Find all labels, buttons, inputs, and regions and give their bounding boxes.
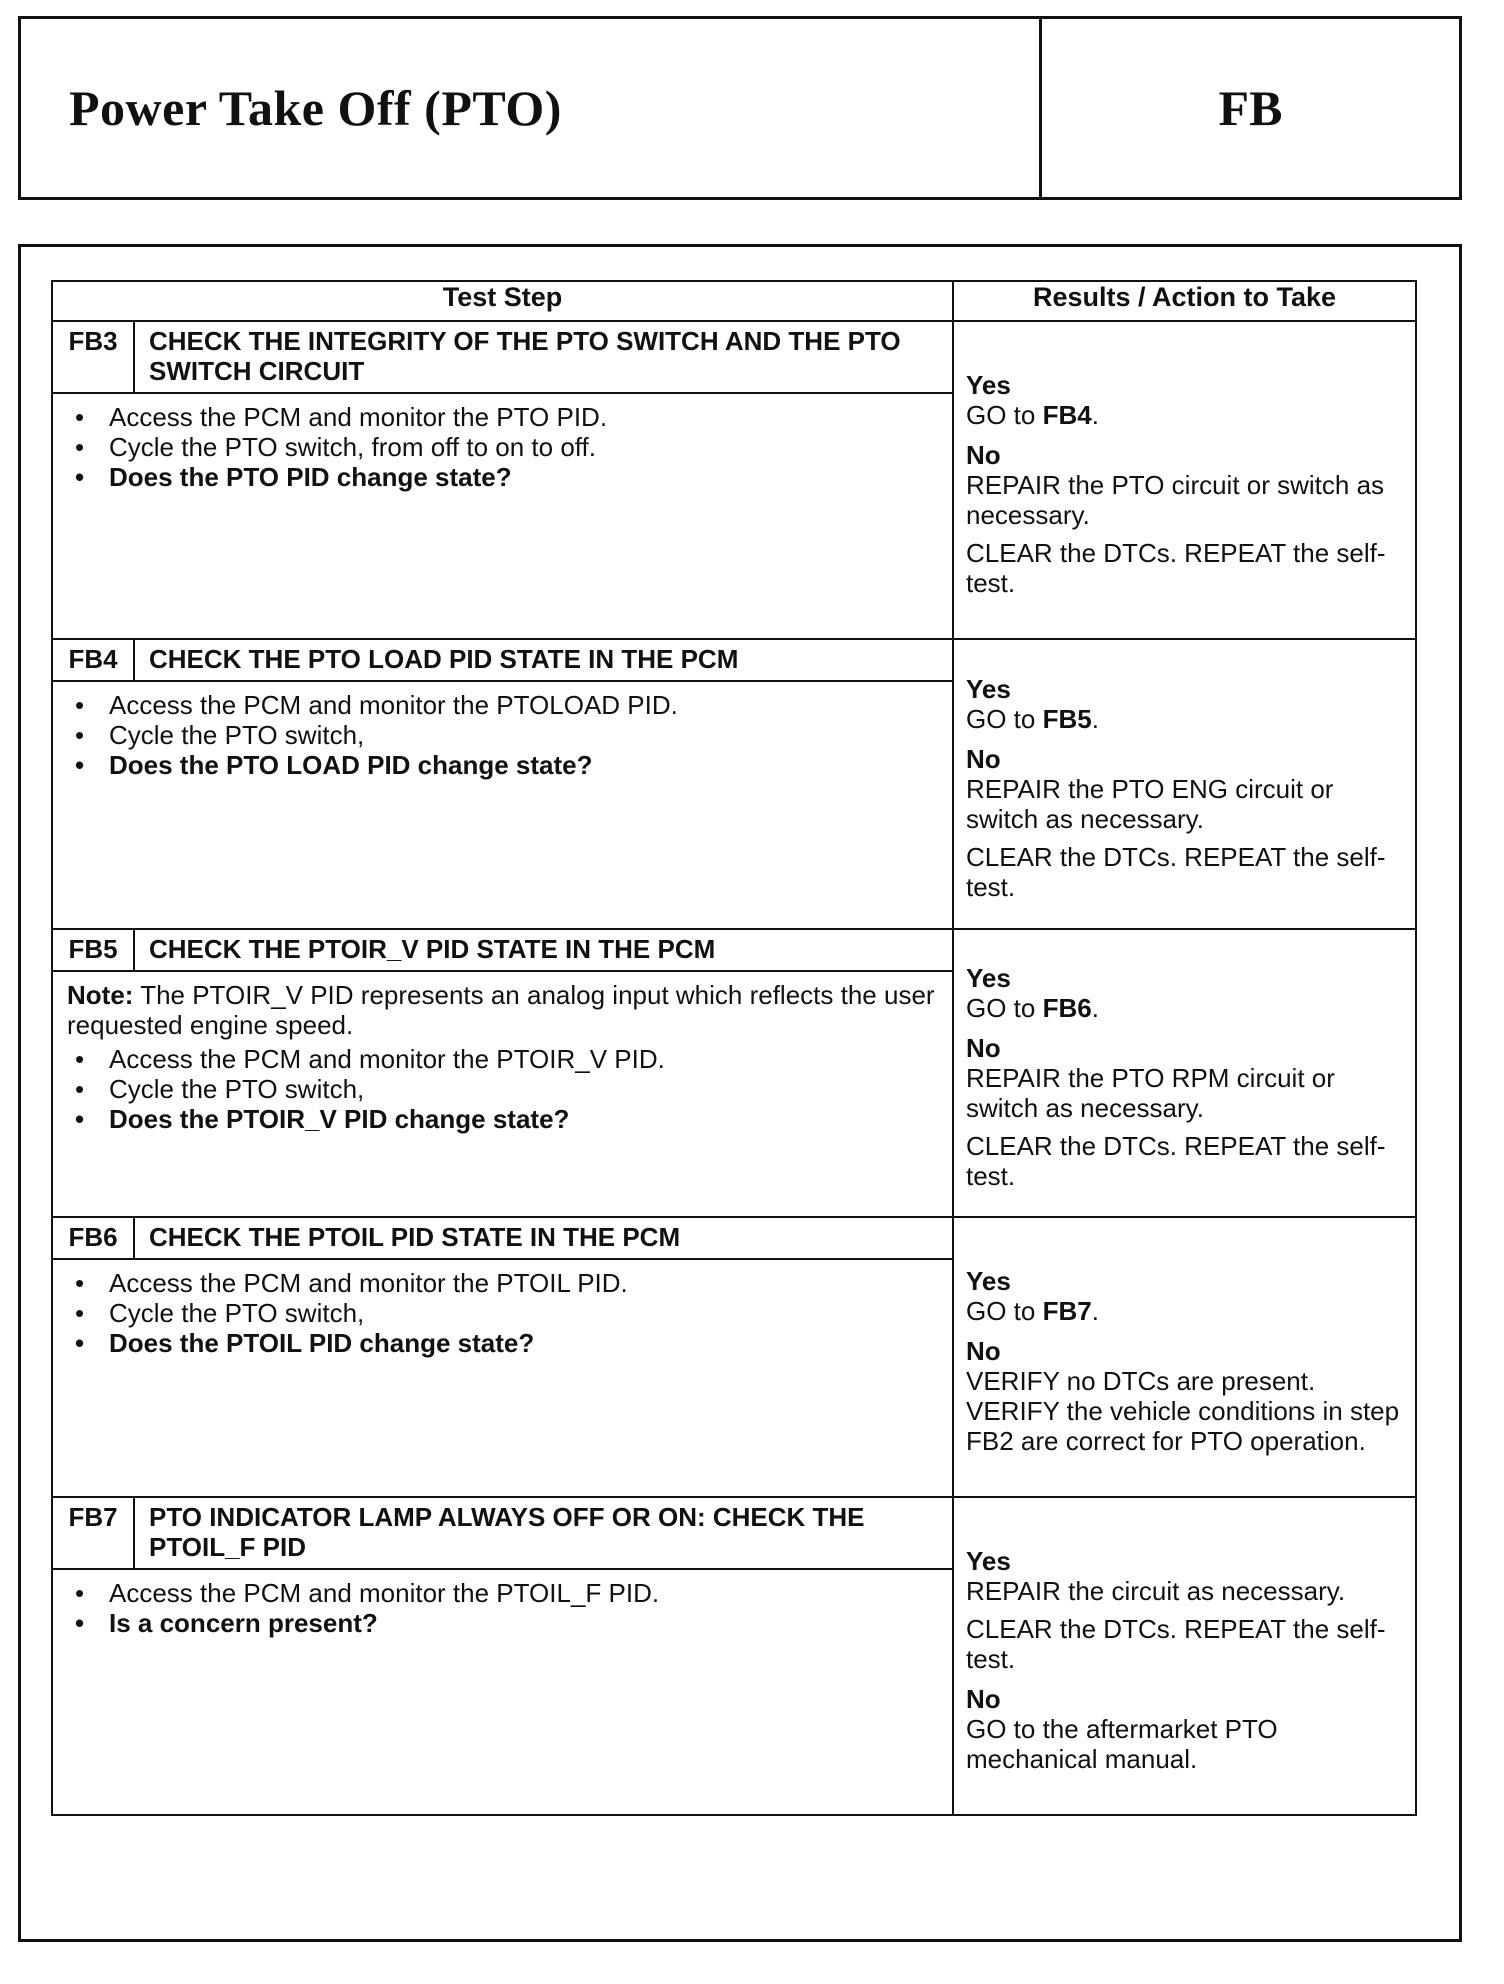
step-instructions — [52, 1259, 953, 1497]
table-header-row — [52, 281, 1416, 321]
instruction-item: • Access the PCM and monitor the PTOLOAD PID. — [67, 690, 942, 720]
step-instructions — [52, 971, 953, 1217]
yes-label: Yes — [966, 963, 1011, 993]
no-label: No — [966, 1033, 1001, 1063]
instruction-item: • Access the PCM and monitor the PTO PID. — [67, 402, 942, 432]
step-note — [67, 980, 942, 1040]
goto-step-link[interactable]: FB7 — [1042, 1296, 1092, 1326]
column-header-test-step: Test Step — [52, 281, 953, 321]
page-header — [18, 16, 1462, 200]
step-id: FB6 — [52, 1217, 134, 1259]
goto-step-link[interactable]: FB5 — [1042, 704, 1092, 734]
step-title: PTO INDICATOR LAMP ALWAYS OFF OR ON: CHECK THE PTOIL_F PID — [134, 1497, 953, 1569]
page-title: Power Take Off (PTO) — [69, 80, 562, 136]
yes-action: GO to FB4. — [966, 400, 1099, 430]
no-action: GO to the aftermarket PTO mechanical manual. — [966, 1714, 1278, 1774]
step-header-row — [52, 321, 1416, 393]
yes-action: GO to FB6. — [966, 993, 1099, 1023]
yes-label: Yes — [966, 674, 1011, 704]
step-header-row — [52, 1217, 1416, 1259]
step-instructions — [52, 393, 953, 639]
no-action: CLEAR the DTCs. REPEAT the self-test. — [966, 842, 1386, 902]
step-title: CHECK THE PTOIR_V PID STATE IN THE PCM — [134, 929, 953, 971]
no-action: REPAIR the PTO RPM circuit or switch as necessary. — [966, 1063, 1335, 1123]
step-instructions — [52, 681, 953, 929]
note-text: The PTOIR_V PID represents an analog input which reflects the user requested engine speed. — [67, 980, 935, 1040]
instruction-item: • Cycle the PTO switch, — [67, 1298, 942, 1328]
instruction-item: • Cycle the PTO switch, — [67, 1074, 942, 1104]
step-result — [953, 321, 1416, 639]
step-header-row — [52, 929, 1416, 971]
test-step-table — [51, 280, 1417, 1816]
instruction-item: • Access the PCM and monitor the PTOIL PID. — [67, 1268, 942, 1298]
yes-action: GO to FB5. — [966, 704, 1099, 734]
instruction-question: • Does the PTOIR_V PID change state? — [67, 1104, 942, 1134]
goto-step-link[interactable]: FB6 — [1042, 993, 1092, 1023]
instruction-question: • Does the PTO LOAD PID change state? — [67, 750, 942, 780]
no-label: No — [966, 1684, 1001, 1714]
no-label: No — [966, 440, 1001, 470]
instruction-question: • Does the PTO PID change state? — [67, 462, 942, 492]
step-id: FB5 — [52, 929, 134, 971]
instruction-item: • Cycle the PTO switch, from off to on to off. — [67, 432, 942, 462]
note-label: Note: — [67, 980, 134, 1010]
no-label: No — [966, 744, 1001, 774]
instruction-question: • Does the PTOIL PID change state? — [67, 1328, 942, 1358]
no-label: No — [966, 1336, 1001, 1366]
yes-label: Yes — [966, 370, 1011, 400]
no-action: REPAIR the PTO ENG circuit or switch as necessary. — [966, 774, 1334, 834]
step-title: CHECK THE PTO LOAD PID STATE IN THE PCM — [134, 639, 953, 681]
step-header-row — [52, 639, 1416, 681]
yes-action: GO to FB7. — [966, 1296, 1099, 1326]
instruction-item: • Cycle the PTO switch, — [67, 720, 942, 750]
no-action: CLEAR the DTCs. REPEAT the self-test. — [966, 538, 1386, 598]
step-result — [953, 1217, 1416, 1497]
no-action: REPAIR the PTO circuit or switch as necessary. — [966, 470, 1385, 530]
column-header-results: Results / Action to Take — [953, 281, 1416, 321]
instruction-question: • Is a concern present? — [67, 1608, 942, 1638]
step-result — [953, 1497, 1416, 1815]
no-action: VERIFY no DTCs are present. VERIFY the vehicle conditions in step FB2 are correct for PTO operation. — [966, 1366, 1400, 1456]
yes-action: REPAIR the circuit as necessary. — [966, 1576, 1346, 1606]
yes-action: CLEAR the DTCs. REPEAT the self-test. — [966, 1614, 1386, 1674]
step-title: CHECK THE INTEGRITY OF THE PTO SWITCH AND THE PTO SWITCH CIRCUIT — [134, 321, 953, 393]
step-id: FB4 — [52, 639, 134, 681]
no-action: CLEAR the DTCs. REPEAT the self-test. — [966, 1131, 1386, 1191]
step-result — [953, 639, 1416, 929]
step-title: CHECK THE PTOIL PID STATE IN THE PCM — [134, 1217, 953, 1259]
instruction-item: • Access the PCM and monitor the PTOIR_V PID. — [67, 1044, 942, 1074]
yes-label: Yes — [966, 1266, 1011, 1296]
goto-step-link[interactable]: FB4 — [1042, 400, 1092, 430]
step-id: FB3 — [52, 321, 134, 393]
step-header-row — [52, 1497, 1416, 1569]
step-result — [953, 929, 1416, 1217]
step-id: FB7 — [52, 1497, 134, 1569]
step-instructions — [52, 1569, 953, 1815]
instruction-item: • Access the PCM and monitor the PTOIL_F PID. — [67, 1578, 942, 1608]
yes-label: Yes — [966, 1546, 1011, 1576]
section-code: FB — [1218, 80, 1283, 136]
